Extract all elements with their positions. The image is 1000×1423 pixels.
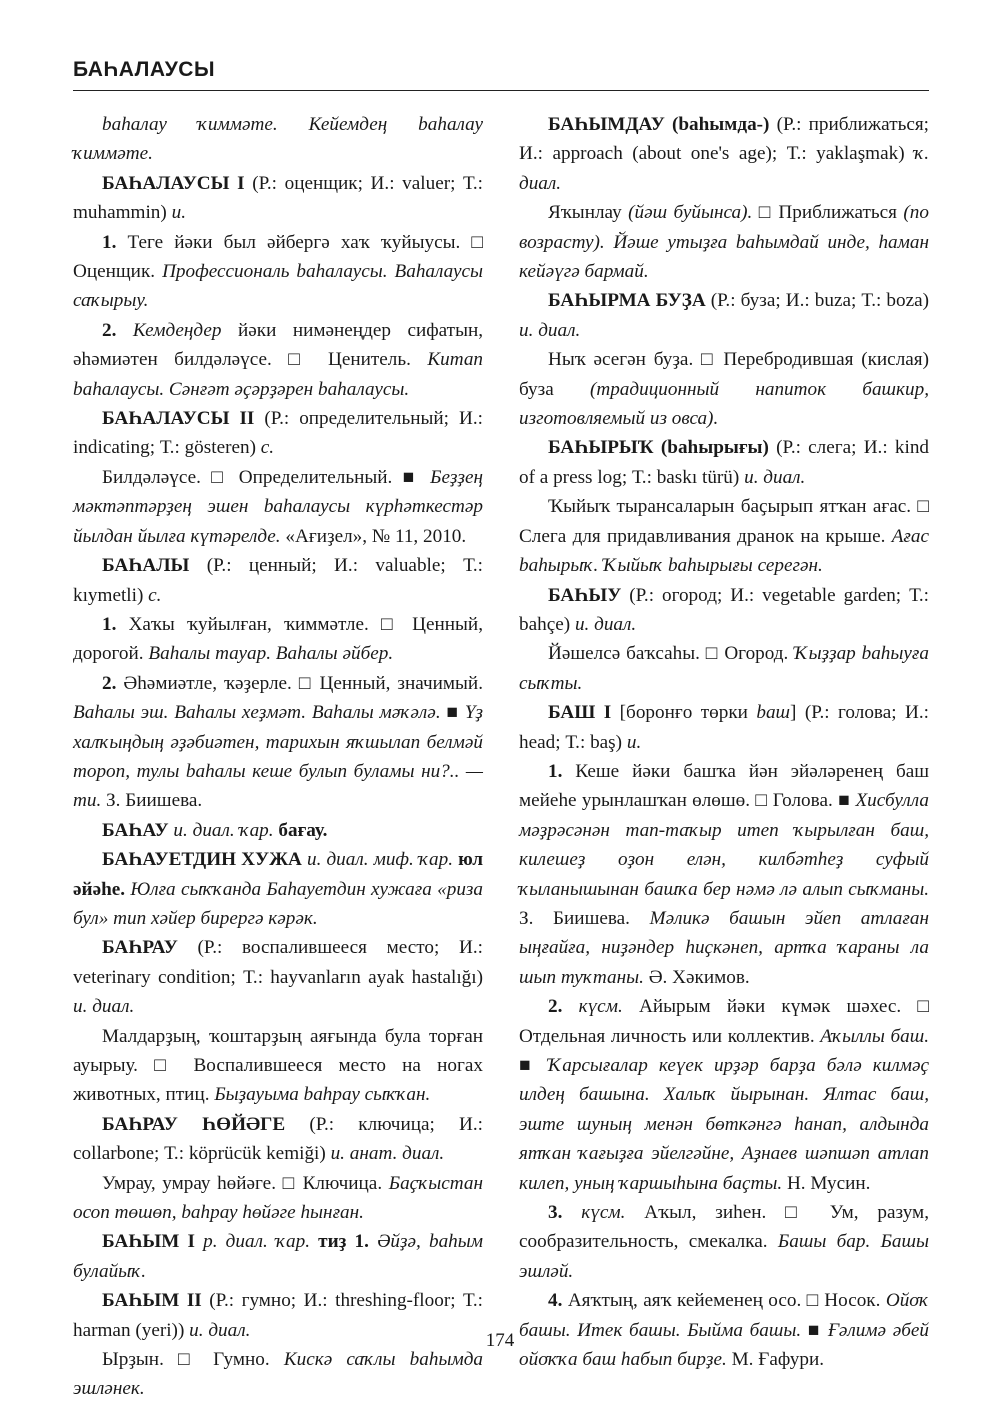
entry-bahyrma-buza: БАҺЫРМА БУҘА (Р.: буза; И.: buza; Т.: boza) и. диал. <box>519 290 930 341</box>
definition: Билдәләүсе. □ Определительный. ■ Беҙҙең мәктәптәрҙең эшен baһалаусы күрһәткестәр йылдан йылға күтәрелде. «Ағиҙел», № 11, 2010. <box>73 466 484 547</box>
definition: Яҡынлау (йәш буйынса). □ Приближаться (по возрасту). Йәше утыҙға baһымдай инде, һаман кейәүгә бармай. <box>519 202 929 283</box>
entry-bahrau: БАҺРАУ (Р.: воспалившееся место; И.: veterinary condition; Т.: hayvanların ayak hastalığı) и. диал. <box>73 937 483 1018</box>
sense-2: 2. Кемдеңдер йәки нимәнеңдер сифатын, әһәмиәтен билдәләүсе. □ Ценитель. Китап baһалаусы. Сәнғәт әҫәрҙәрен baһалаусы. <box>73 319 484 400</box>
entry-continuation: baһалау ҡиммәте. Кейемдең baһалау ҡиммәте. <box>73 114 483 165</box>
entry-bahalausy-1: БАҺАЛАУСЫ I (Р.: оценщик; И.: valuer; Т.: muhammin) и. <box>73 172 483 224</box>
page-number: 174 <box>485 1330 515 1351</box>
sense-2: 2. күсм. Айырым йәки күмәк шәхес. □ Отдельная личность или коллектив. Аҡыллы баш. ■ Ҡарсығалар кеүек ирҙәр барҙа бәлә килмәҫ илдең башына. Халыҡ йырынан. Ялтас баш, эште шуның менән бөткәнгә һанап, алдында ятҡан ҡағыҙға эйелгәйне, Аҙнаев шәпшәп атлап килеп, уның ҡаршыһына баҫты. Н. Мусин. <box>519 996 930 1194</box>
definition: Ҡыйыҡ тырансаларын баҫырып ятҡан ағас. □ Слега для придавливания дранок на крыше. Ағас baһырыҡ. Ҡыйыҡ baһырығы серегән. <box>519 496 930 577</box>
entry-bahym-1: БАҺЫМ I р. диал. ҡар. тиҙ 1. Әйҙә, baһым булайыҡ. <box>73 1231 484 1282</box>
entry-bahym-2: БАҺЫМ II (Р.: гумно; И.: threshing-floor; Т.: harman (yeri)) и. диал. <box>73 1290 483 1341</box>
entry-bahymdau: БАҺЫМДАУ (baһымда-) (Р.: приближаться; И.: approach (about one's age); Т.: yaklaşmak) ҡ. диал. <box>519 114 930 194</box>
entry-bahalausy-2: БАҺАЛАУСЫ II (Р.: определительный; И.: indicating; Т.: gösteren) с. <box>73 408 483 459</box>
entry-bahau: БАҺАУ и. диал. ҡар. бағау. <box>102 819 328 841</box>
entry-bahaly: БАҺАЛЫ (Р.: ценный; И.: valuable; Т.: kıymetli) с. <box>73 555 483 606</box>
definition: Умрау, умрау һөйәге. □ Ключица. Баҫҡыстан осоп төшөп, baһрау һөйәге һынған. <box>73 1172 484 1224</box>
sense-1: 1. Теге йәки был әйбергә хаҡ ҡуйыусы. □ Оценщик. Профессиональ baһалаусы. Baһалаусы саҡырыу. <box>73 231 484 312</box>
left-column <box>73 110 483 1404</box>
sense-1: 1. Хаҡы ҡуйылған, ҡиммәтле. □ Ценный, дорогой. Baһалы тауар. Baһалы әйбер. <box>73 613 483 665</box>
sense-3: 3. күсм. Аҡыл, зиһен. □ Ум, разум, сообразительность, смекалка. Башы бар. Башы эшләй. <box>519 1202 929 1282</box>
entry-bahyryk: БАҺЫРЫҠ (baһырығы) (Р.: слега; И.: kind of a press log; Т.: baskı türü) и. диал. <box>519 437 930 488</box>
sense-1: 1. Кеше йәки башҡа йән эйәләренең баш мейеһе урынлашҡан өлөшө. □ Голова. ■ Хисбулла мәҙрәсәнән тап-таҡыр итеп ҡырылған баш, килешеҙ оҙон елән, килбәтһеҙ суфый ҡыланышынан башҡа бер нәмә лә алып сыҡманы. З. Биишева. Мәликә башын эйеп атлаған ыңғайға, ниҙәндер һиҫкәнеп, артҡа ҡараны ла шып туҡтаны. Ә. Хәкимов. <box>519 760 930 988</box>
header-rule <box>73 90 929 91</box>
right-column <box>519 110 929 1374</box>
entry-bahauetdin-huzha: БАҺАУЕТДИН ХУЖА и. диал. миф. ҡар. юл әйәһе. Юлға сыҡҡанда Баһауетдин хужаға «риза бул» тип хәйер бирергә кәрәк. <box>73 849 484 929</box>
definition: Малдарҙың, ҡоштарҙың аяғында була торған ауырыу. □ Воспалившееся место на ногах животных, птиц. Быҙауыма baһрау сыҡҡан. <box>73 1025 483 1106</box>
entry-bahrau-hoyage: БАҺРАУ ҺӨЙӘГЕ (Р.: ключица; И.: collarbone; Т.: köprücük kemiği) и. анат. диал. <box>73 1113 483 1165</box>
definition: Ырҙын. □ Гумно. Кискә саҡлы baһымда эшләнек. <box>73 1349 484 1400</box>
entry-bash-1: БАШ I [боронғо төрки baш] (Р.: голова; И.: head; Т.: baş) и. <box>519 702 929 753</box>
sense-2: 2. Әһәмиәтле, ҡәҙерле. □ Ценный, значимый. Baһалы эш. Baһалы хеҙмәт. Baһалы мәҡәлә. ■ Үҙ халҡыңдың әҙәбиәтен, тарихын яҡшылап белмәй тороп, тулы baһалы кеше булып буламы ни?.. — ти. З. Биишева. <box>73 672 483 812</box>
sense-4: 4. Аяҡтың, аяҡ кейеменең осо. □ Носок. Ойоҡ башы. Итек башы. Быйма башы. ■ Ғәлимә әбей ойоҡҡа баш һабып бирҙе. М. Ғафури. <box>519 1290 930 1371</box>
running-head: БАҺАЛАУСЫ <box>73 58 216 81</box>
definition: Ныҡ әсегән буҙа. □ Перебродившая (кислая) буза (традиционный напиток башкир, изготовляемый из овса). <box>519 349 929 430</box>
definition: Йәшелсә баҡсаһы. □ Огород. Ҡыҙҙар baһыуға сыҡты. <box>519 643 929 694</box>
entry-bahyu: БАҺЫУ (Р.: огород; И.: vegetable garden; Т.: bahçe) и. диал. <box>519 584 929 635</box>
